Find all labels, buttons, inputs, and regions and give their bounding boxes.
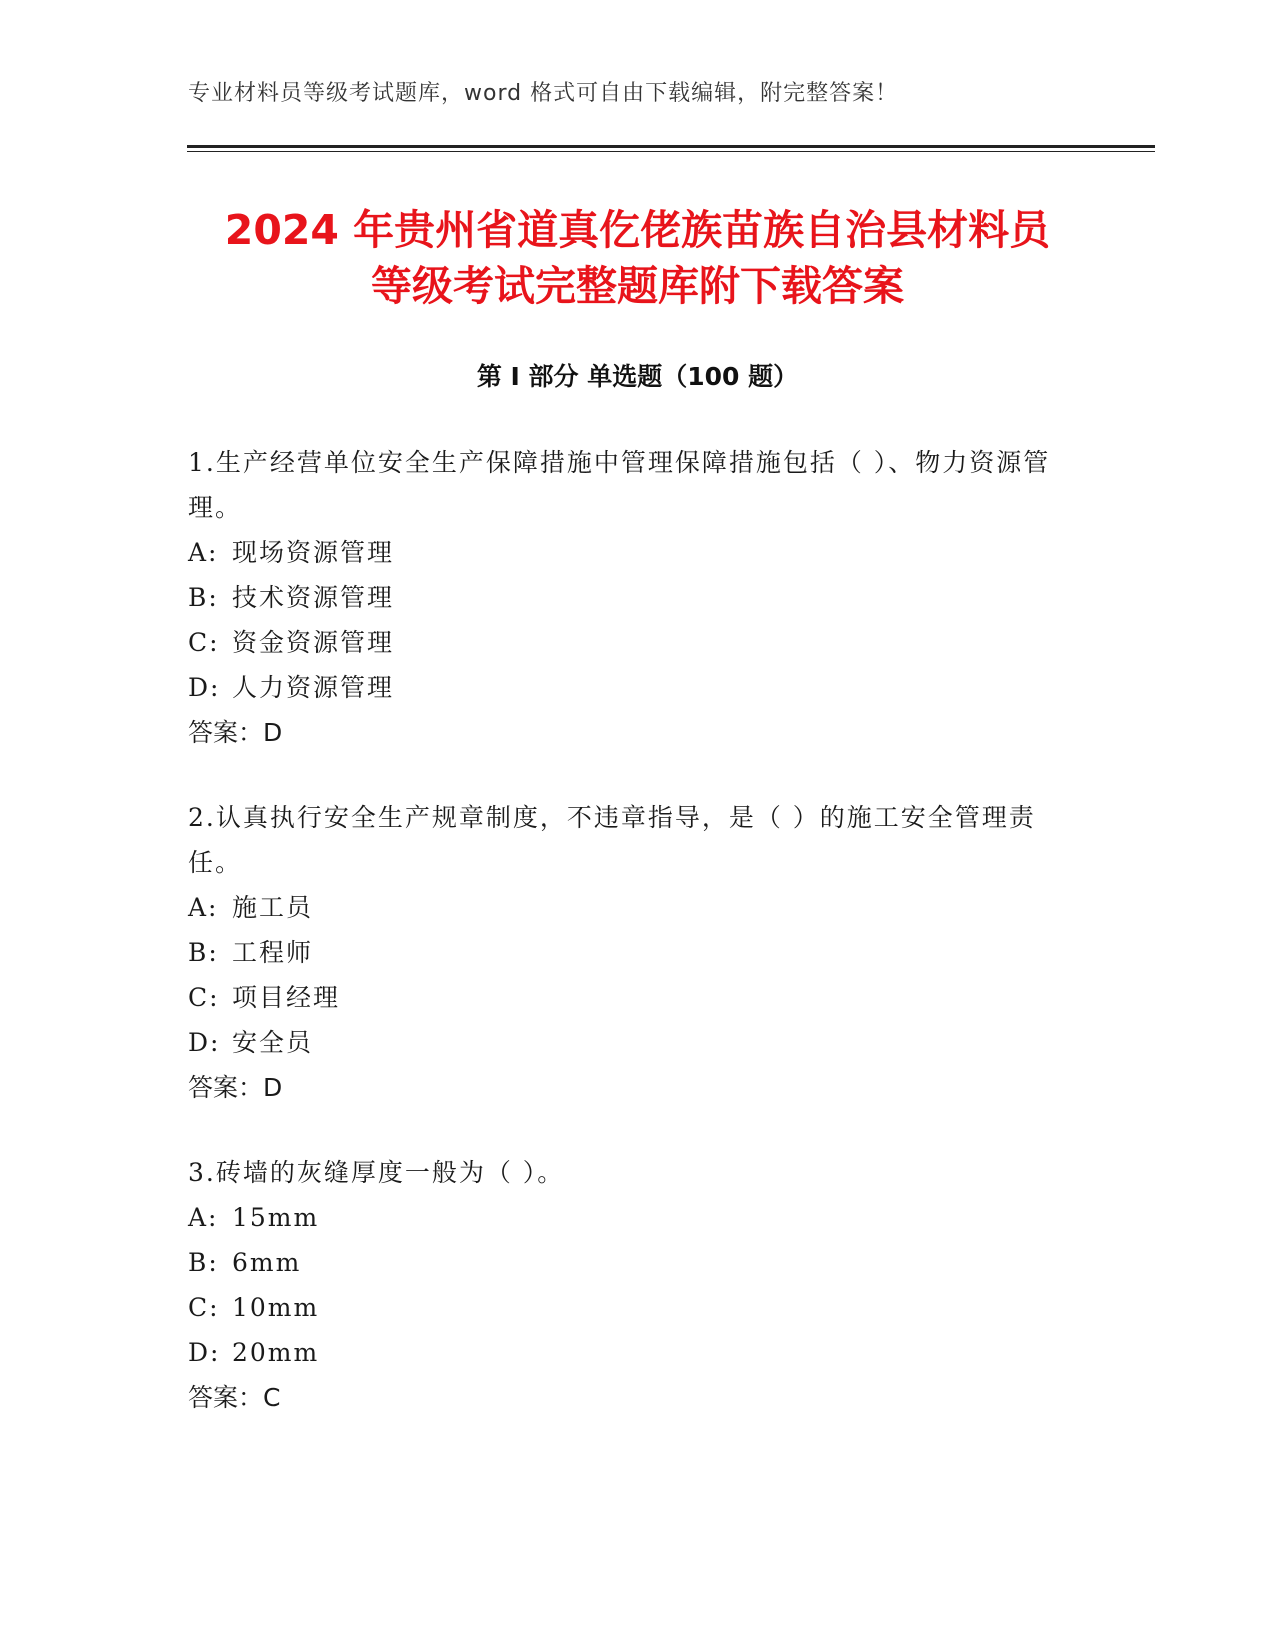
- question-stem: 2.认真执行安全生产规章制度，不违章指导，是（ ）的施工安全管理责任。: [188, 803, 1036, 877]
- option-letter: A:: [188, 1203, 219, 1232]
- question-stem: 3.砖墙的灰缝厚度一般为（ ）。: [188, 1158, 565, 1187]
- option-a: [188, 885, 1088, 930]
- option-text: 技术资源管理: [232, 583, 395, 612]
- question-item: [188, 795, 1088, 1110]
- option-text: 项目经理: [232, 983, 341, 1012]
- section-heading: 第 I 部分 单选题（100 题）: [476, 362, 799, 391]
- option-text: 6mm: [232, 1248, 302, 1277]
- option-text: 施工员: [232, 893, 314, 922]
- option-c: [188, 620, 1088, 665]
- option-text: 人力资源管理: [232, 673, 395, 702]
- option-d: [188, 665, 1088, 710]
- option-b: [188, 1240, 1088, 1285]
- option-a: [188, 530, 1088, 575]
- question-item: [188, 1150, 1088, 1420]
- option-d: [188, 1020, 1088, 1065]
- option-text: 现场资源管理: [232, 538, 395, 567]
- question-item: [188, 440, 1088, 755]
- option-a: [188, 1195, 1088, 1240]
- option-text: 工程师: [232, 938, 314, 967]
- option-letter: A:: [188, 893, 219, 922]
- answer-label: 答案：C: [188, 1383, 281, 1412]
- option-letter: C:: [188, 983, 220, 1012]
- option-letter: C:: [188, 1293, 220, 1322]
- option-letter: C:: [188, 628, 220, 657]
- option-letter: D:: [188, 673, 221, 702]
- option-c: [188, 1285, 1088, 1330]
- option-letter: B:: [188, 938, 219, 967]
- option-letter: B:: [188, 583, 219, 612]
- option-text: 15mm: [232, 1203, 320, 1232]
- header-rule-thick: [187, 145, 1155, 148]
- option-text: 10mm: [232, 1293, 320, 1322]
- answer-label: 答案：D: [188, 1073, 283, 1102]
- document-title-line-1: 2024 年贵州省道真仡佬族苗族自治县材料员: [224, 206, 1051, 254]
- question-stem: 1.生产经营单位安全生产保障措施中管理保障措施包括（ ）、物力资源管理。: [188, 448, 1051, 522]
- option-letter: A:: [188, 538, 219, 567]
- option-letter: B:: [188, 1248, 219, 1277]
- answer-label: 答案：D: [188, 718, 283, 747]
- option-letter: D:: [188, 1028, 221, 1057]
- option-c: [188, 975, 1088, 1020]
- option-text: 安全员: [232, 1028, 314, 1057]
- option-letter: D:: [188, 1338, 221, 1367]
- question-list: [188, 440, 1088, 1460]
- option-text: 资金资源管理: [232, 628, 395, 657]
- option-text: 20mm: [232, 1338, 320, 1367]
- document-title: [150, 202, 1125, 314]
- option-b: [188, 575, 1088, 620]
- option-d: [188, 1330, 1088, 1375]
- header-note: 专业材料员等级考试题库，word 格式可自由下载编辑，附完整答案！: [188, 81, 899, 106]
- header-rule-thin: [187, 151, 1155, 152]
- option-b: [188, 930, 1088, 975]
- document-title-line-2: 等级考试完整题库附下载答案: [371, 262, 904, 310]
